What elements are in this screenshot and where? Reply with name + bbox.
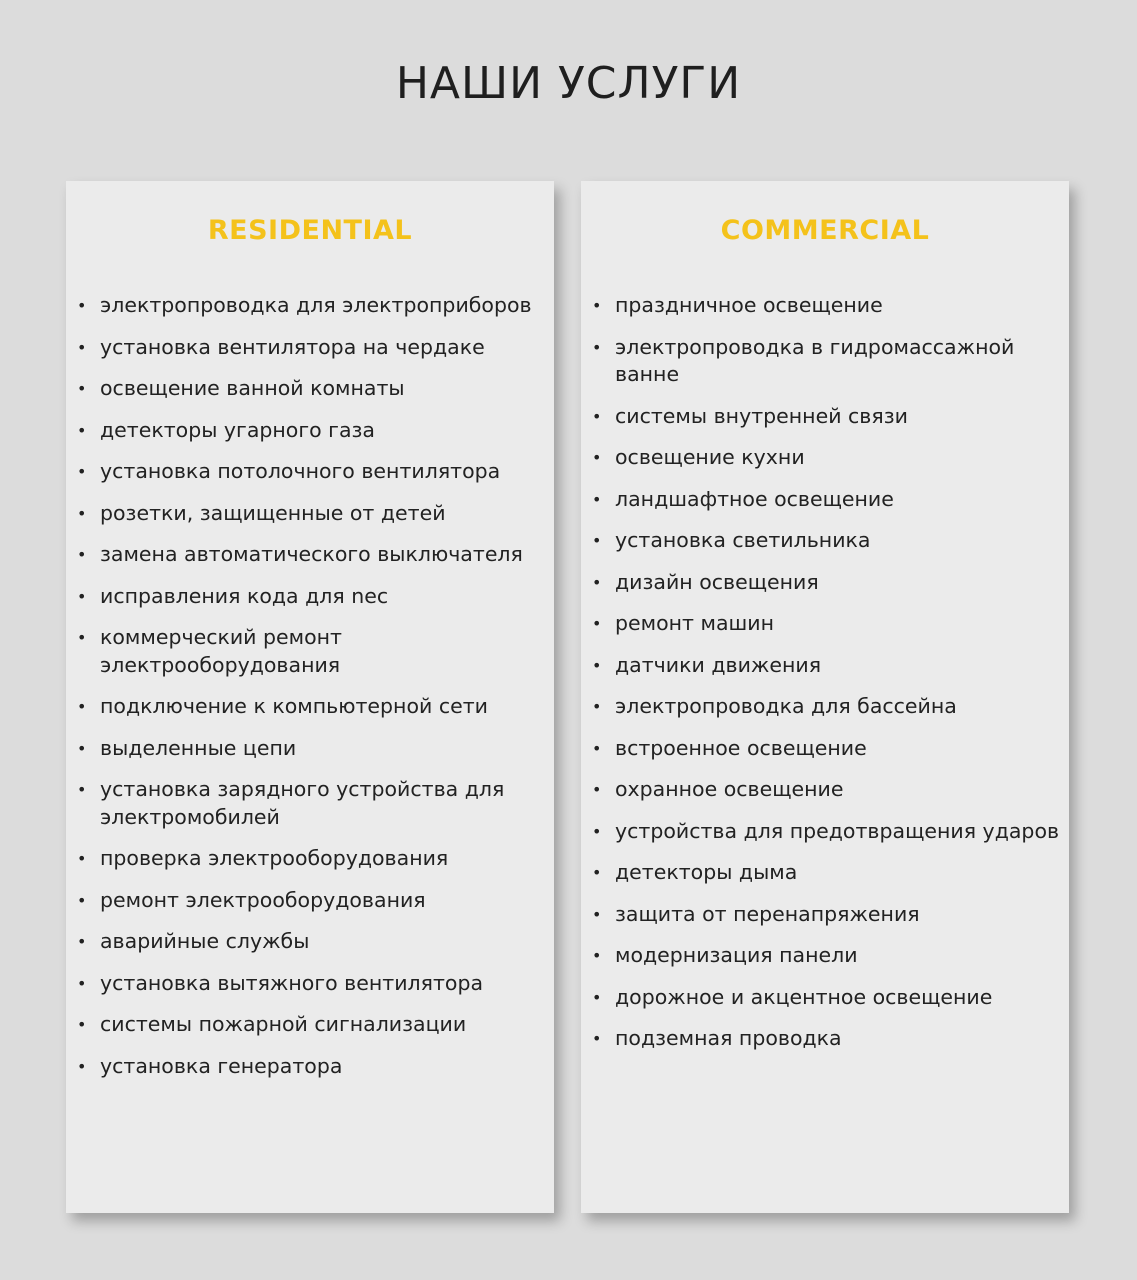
service-label: детекторы дыма xyxy=(615,860,798,884)
service-label: подземная проводка xyxy=(615,1026,842,1050)
service-item xyxy=(66,735,554,763)
bullet-icon: • xyxy=(592,821,602,841)
bullet-icon: • xyxy=(77,628,87,647)
bullet-icon: • xyxy=(77,420,87,440)
service-item xyxy=(581,610,1069,638)
bullet-icon: • xyxy=(592,531,602,550)
bullet-icon: • xyxy=(592,946,602,965)
bullet-icon: • xyxy=(592,738,602,758)
service-label: выделенные цепи xyxy=(100,735,297,760)
service-label: установка вентилятора на чердаке xyxy=(100,334,485,359)
bullet-icon: • xyxy=(592,904,602,924)
service-item xyxy=(66,970,554,998)
service-item xyxy=(66,292,554,320)
bullet-icon: • xyxy=(592,489,602,509)
service-label: детекторы угарного газа xyxy=(100,417,375,442)
bullet-icon: • xyxy=(592,296,602,315)
bullet-icon: • xyxy=(592,987,602,1007)
service-item xyxy=(581,444,1069,472)
bullet-icon: • xyxy=(77,337,87,357)
bullet-icon: • xyxy=(592,863,602,882)
service-item xyxy=(581,776,1069,804)
bullet-icon: • xyxy=(77,1015,87,1034)
bullet-icon: • xyxy=(592,614,602,633)
service-item xyxy=(66,1011,554,1039)
service-label: установка светильника xyxy=(615,528,871,552)
service-label: исправления кода для nec xyxy=(100,583,389,608)
bullet-icon: • xyxy=(77,296,87,315)
bullet-icon: • xyxy=(77,586,87,606)
service-label: модернизация панели xyxy=(615,943,858,967)
bullet-icon: • xyxy=(77,545,87,564)
service-item xyxy=(581,403,1069,431)
bullet-icon: • xyxy=(77,849,87,868)
bullet-icon: • xyxy=(592,448,602,467)
service-item xyxy=(66,375,554,403)
service-label: освещение кухни xyxy=(615,445,805,469)
service-item xyxy=(66,693,554,721)
service-label: электропроводка в гидромассажной ванне xyxy=(615,334,1015,386)
service-item xyxy=(581,1025,1069,1053)
service-label: защита от перенапряжения xyxy=(615,901,920,926)
service-item xyxy=(66,1053,554,1081)
service-label: устройства для предотвращения ударов xyxy=(615,818,1060,843)
service-item xyxy=(581,984,1069,1012)
service-item xyxy=(66,334,554,362)
service-label: ремонт машин xyxy=(615,611,775,635)
service-label: подключение к компьютерной сети xyxy=(100,694,488,718)
service-item xyxy=(66,500,554,528)
service-item xyxy=(581,859,1069,887)
service-item xyxy=(581,942,1069,970)
service-label: ландшафтное освещение xyxy=(615,486,894,511)
service-label: дорожное и акцентное освещение xyxy=(615,984,993,1009)
service-label: аварийные службы xyxy=(100,929,310,953)
bullet-icon: • xyxy=(77,1056,87,1076)
service-label: электропроводка для бассейна xyxy=(615,694,957,718)
service-label: охранное освещение xyxy=(615,777,844,801)
service-item xyxy=(581,292,1069,320)
bullet-icon: • xyxy=(77,462,87,481)
service-item xyxy=(581,486,1069,514)
service-label: установка генератора xyxy=(100,1053,343,1078)
service-item xyxy=(66,624,554,679)
service-item xyxy=(581,818,1069,846)
bullet-icon: • xyxy=(592,1029,602,1048)
residential-title: RESIDENTIAL xyxy=(207,215,413,246)
service-item xyxy=(66,776,554,831)
service-label: коммерческий ремонт электрооборудования xyxy=(100,625,342,677)
service-label: установка потолочного вентилятора xyxy=(100,459,501,483)
service-label: проверка электрооборудования xyxy=(100,846,449,870)
service-item xyxy=(581,334,1069,389)
service-item xyxy=(66,417,554,445)
service-item xyxy=(581,735,1069,763)
service-label: установка зарядного устройства для электромобилей xyxy=(100,777,505,829)
bullet-icon: • xyxy=(592,406,602,426)
bullet-icon: • xyxy=(592,780,602,799)
service-item xyxy=(581,569,1069,597)
bullet-icon: • xyxy=(592,655,602,675)
service-label: датчики движения xyxy=(615,652,822,677)
service-item xyxy=(66,541,554,569)
service-label: праздничное освещение xyxy=(615,293,883,317)
service-item xyxy=(66,928,554,956)
service-item xyxy=(581,527,1069,555)
bullet-icon: • xyxy=(77,697,87,716)
service-label: электропроводка для электроприборов xyxy=(100,293,532,317)
bullet-icon: • xyxy=(77,379,87,398)
residential-card xyxy=(66,181,554,1213)
service-label: встроенное освещение xyxy=(615,735,867,760)
commercial-title: COMMERCIAL xyxy=(720,215,930,246)
service-item xyxy=(66,887,554,915)
residential-list xyxy=(66,292,554,1094)
commercial-card xyxy=(581,181,1069,1213)
service-label: ремонт электрооборудования xyxy=(100,887,426,912)
bullet-icon: • xyxy=(77,738,87,758)
bullet-icon: • xyxy=(77,780,87,799)
service-item xyxy=(581,901,1069,929)
service-item xyxy=(66,458,554,486)
bullet-icon: • xyxy=(592,337,602,357)
service-item xyxy=(581,652,1069,680)
service-label: освещение ванной комнаты xyxy=(100,376,405,400)
bullet-icon: • xyxy=(77,503,87,523)
service-label: розетки, защищенные от детей xyxy=(100,500,446,525)
bullet-icon: • xyxy=(592,572,602,592)
page-title: НАШИ УСЛУГИ xyxy=(395,58,742,109)
commercial-list xyxy=(581,292,1069,1067)
service-label: дизайн освещения xyxy=(615,569,819,594)
service-label: системы внутренней связи xyxy=(615,403,908,428)
service-item xyxy=(66,845,554,873)
service-item xyxy=(581,693,1069,721)
service-label: замена автоматического выключателя xyxy=(100,542,523,566)
service-label: установка вытяжного вентилятора xyxy=(100,970,484,995)
bullet-icon: • xyxy=(77,932,87,951)
service-item xyxy=(66,583,554,611)
bullet-icon: • xyxy=(592,697,602,716)
service-label: системы пожарной сигнализации xyxy=(100,1012,467,1036)
bullet-icon: • xyxy=(77,973,87,993)
bullet-icon: • xyxy=(77,890,87,910)
